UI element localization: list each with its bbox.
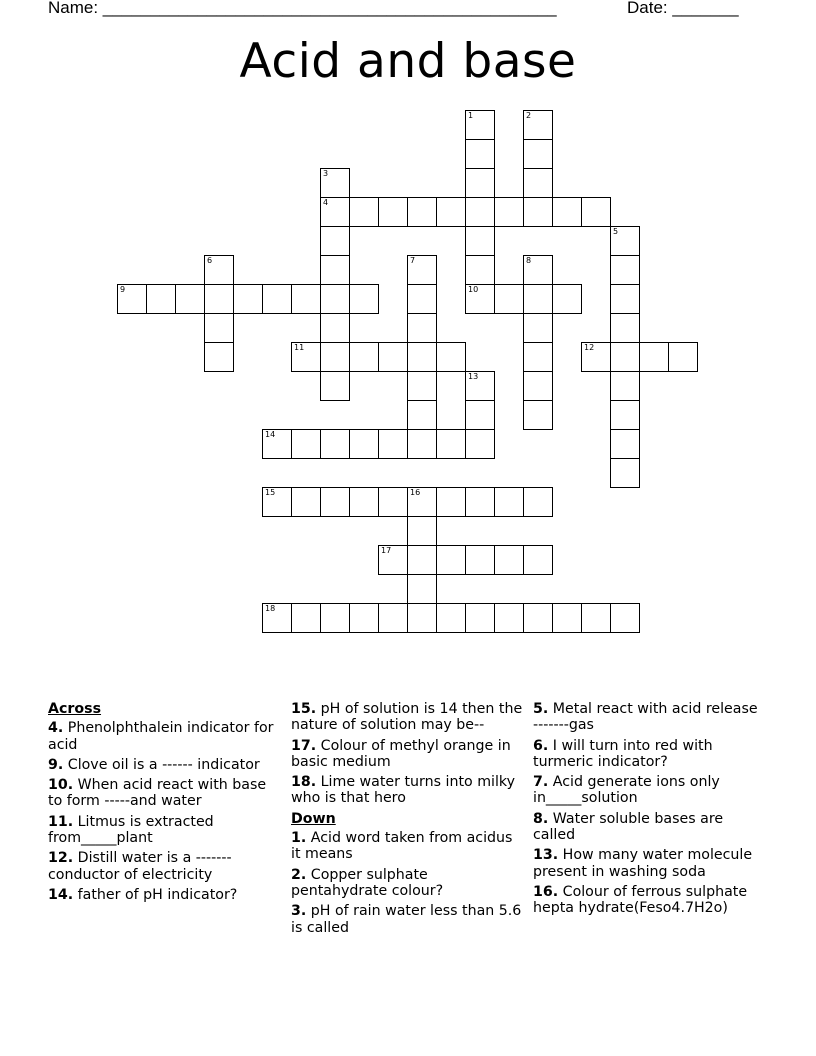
grid-cell[interactable] [407,371,437,401]
clue-down-16: 16. Colour of ferrous sulphate hepta hydrate(Feso4.7H2o) [533,883,748,917]
grid-cell[interactable] [523,110,553,140]
grid-cell[interactable] [494,197,524,227]
grid-cell[interactable] [610,429,640,459]
clues-column-2 [291,701,523,940]
clue-number: 13 [468,372,479,381]
clue-number: 2 [526,111,532,120]
grid-cell[interactable] [581,197,611,227]
grid-cell[interactable] [262,284,292,314]
clue-number: 15 [265,488,276,497]
grid-cell[interactable] [465,197,495,227]
grid-cell[interactable] [465,168,495,198]
grid-cell[interactable] [204,313,234,343]
grid-cell[interactable] [378,429,408,459]
clue-across-11: 11. Litmus is extracted from_____plant [48,813,214,847]
grid-cell[interactable] [610,400,640,430]
clue-number: 18 [265,604,276,613]
grid-cell[interactable] [610,342,640,372]
clue-down-8: 8. Water soluble bases are called [533,810,724,844]
grid-cell[interactable] [581,342,611,372]
grid-cell[interactable] [320,342,350,372]
grid-cell[interactable] [378,342,408,372]
clue-across-14: 14. father of pH indicator? [48,886,238,903]
grid-cell[interactable] [320,487,350,517]
grid-cell[interactable] [465,487,495,517]
grid-cell[interactable] [581,603,611,633]
grid-cell[interactable] [465,603,495,633]
clue-across-17: 17. Colour of methyl orange in basic medium [291,737,511,770]
grid-cell[interactable] [668,342,698,372]
grid-cell[interactable] [523,400,553,430]
grid-cell[interactable] [523,284,553,314]
grid-cell[interactable] [523,342,553,372]
grid-cell[interactable] [320,168,350,198]
grid-cell[interactable] [407,197,437,227]
grid-cell[interactable] [465,429,495,459]
clue-down-2: 2. Copper sulphate pentahydrate colour? [291,866,444,899]
grid-cell[interactable] [552,284,582,314]
grid-cell[interactable] [117,284,147,314]
grid-cell[interactable] [610,458,640,488]
clue-number: 11 [294,343,305,352]
grid-cell[interactable] [407,574,437,604]
grid-cell[interactable] [146,284,176,314]
grid-cell[interactable] [320,255,350,285]
grid-cell[interactable] [465,371,495,401]
down-heading: Down [291,810,336,827]
grid-cell[interactable] [378,197,408,227]
clue-number: 8 [526,256,532,265]
clue-number: 12 [584,343,595,352]
grid-cell[interactable] [320,603,350,633]
grid-cell[interactable] [610,255,640,285]
clue-number: 3 [323,169,329,178]
grid-cell[interactable] [407,313,437,343]
grid-cell[interactable] [407,516,437,546]
clue-number: 6 [207,256,213,265]
grid-cell[interactable] [349,487,379,517]
clue-across-4: 4. Phenolphthalein indicator for acid [48,720,274,753]
grid-cell[interactable] [436,603,466,633]
grid-cell[interactable] [523,371,553,401]
grid-cell[interactable] [407,400,437,430]
grid-cell[interactable] [436,545,466,575]
clue-number: 16 [410,488,421,497]
grid-cell[interactable] [610,284,640,314]
grid-cell[interactable] [494,284,524,314]
grid-cell[interactable] [320,313,350,343]
clue-across-10: 10. When acid react with base to form -----and water [48,777,267,810]
grid-cell[interactable] [407,487,437,517]
grid-cell[interactable] [291,342,321,372]
grid-cell[interactable] [436,487,466,517]
grid-cell[interactable] [349,284,379,314]
grid-cell[interactable] [407,255,437,285]
grid-cell[interactable] [436,429,466,459]
grid-cell[interactable] [494,603,524,633]
grid-cell[interactable] [262,429,292,459]
grid-cell[interactable] [465,110,495,140]
grid-cell[interactable] [465,545,495,575]
grid-cell[interactable] [175,284,205,314]
clue-across-12: 12. Distill water is a -------conductor of electricity [48,850,232,883]
grid-cell[interactable] [349,342,379,372]
grid-cell[interactable] [291,429,321,459]
grid-cell[interactable] [523,255,553,285]
grid-cell[interactable] [465,226,495,256]
clue-number: 7 [410,256,416,265]
grid-cell[interactable] [610,371,640,401]
grid-cell[interactable] [349,197,379,227]
grid-cell[interactable] [262,603,292,633]
grid-cell[interactable] [523,603,553,633]
clue-down-13: 13. How many water molecule present in washing soda [533,847,753,880]
grid-cell[interactable] [320,197,350,227]
grid-cell[interactable] [204,284,234,314]
clue-down-7: 7. Acid generate ions only in_____solution [533,774,720,807]
grid-cell[interactable] [378,487,408,517]
clue-number: 1 [468,111,474,120]
grid-cell[interactable] [610,226,640,256]
clue-down-5: 5. Metal react with acid release -------gas [533,701,758,734]
clue-number: 17 [381,546,392,555]
grid-cell[interactable] [407,545,437,575]
grid-cell[interactable] [436,342,466,372]
grid-cell[interactable] [378,603,408,633]
grid-cell[interactable] [436,197,466,227]
grid-cell[interactable] [523,197,553,227]
grid-cell[interactable] [407,342,437,372]
grid-cell[interactable] [523,313,553,343]
grid-cell[interactable] [407,284,437,314]
grid-cell[interactable] [320,284,350,314]
grid-cell[interactable] [262,487,292,517]
grid-cell[interactable] [465,255,495,285]
grid-cell[interactable] [291,487,321,517]
grid-cell[interactable] [349,429,379,459]
clue-across-9: 9. Clove oil is a ------ indicator [48,756,260,773]
grid-cell[interactable] [291,603,321,633]
grid-cell[interactable] [610,313,640,343]
name-field-label: Name: ________________________________________________ [48,0,557,17]
clue-across-15: 15. pH of solution is 14 then the nature of solution may be-- [291,701,523,734]
grid-cell[interactable] [407,603,437,633]
grid-cell[interactable] [465,284,495,314]
grid-cell[interactable] [523,545,553,575]
grid-cell[interactable] [639,342,669,372]
grid-cell[interactable] [523,168,553,198]
grid-cell[interactable] [523,139,553,169]
clue-across-18: 18. Lime water turns into milky who is that hero [291,774,516,807]
page-title: Acid and base [239,34,577,89]
grid-cell[interactable] [610,603,640,633]
grid-cell[interactable] [233,284,263,314]
grid-cell[interactable] [291,284,321,314]
clue-down-6: 6. I will turn into red with turmeric indicator? [533,737,713,770]
clue-number: 9 [120,285,126,294]
grid-cell[interactable] [349,603,379,633]
clue-down-3: 3. pH of rain water less than 5.6 is called [291,903,522,936]
grid-cell[interactable] [204,255,234,285]
clue-number: 14 [265,430,276,439]
grid-cell[interactable] [494,545,524,575]
grid-cell[interactable] [552,197,582,227]
clue-number: 10 [468,285,479,294]
across-heading: Across [48,701,102,717]
grid-cell[interactable] [465,400,495,430]
clue-number: 4 [323,198,329,207]
clue-number: 5 [613,227,619,236]
grid-cell[interactable] [378,545,408,575]
grid-cell[interactable] [320,226,350,256]
grid-cell[interactable] [320,371,350,401]
clues-column-1 [48,701,280,907]
grid-cell[interactable] [523,487,553,517]
date-field-label: Date: _______ [627,0,739,17]
clue-down-1: 1. Acid word taken from acidus it means [291,830,513,863]
grid-cell[interactable] [204,342,234,372]
grid-cell[interactable] [552,603,582,633]
grid-cell[interactable] [320,429,350,459]
clues-column-3 [533,701,765,921]
grid-cell[interactable] [407,429,437,459]
grid-cell[interactable] [494,487,524,517]
grid-cell[interactable] [465,139,495,169]
